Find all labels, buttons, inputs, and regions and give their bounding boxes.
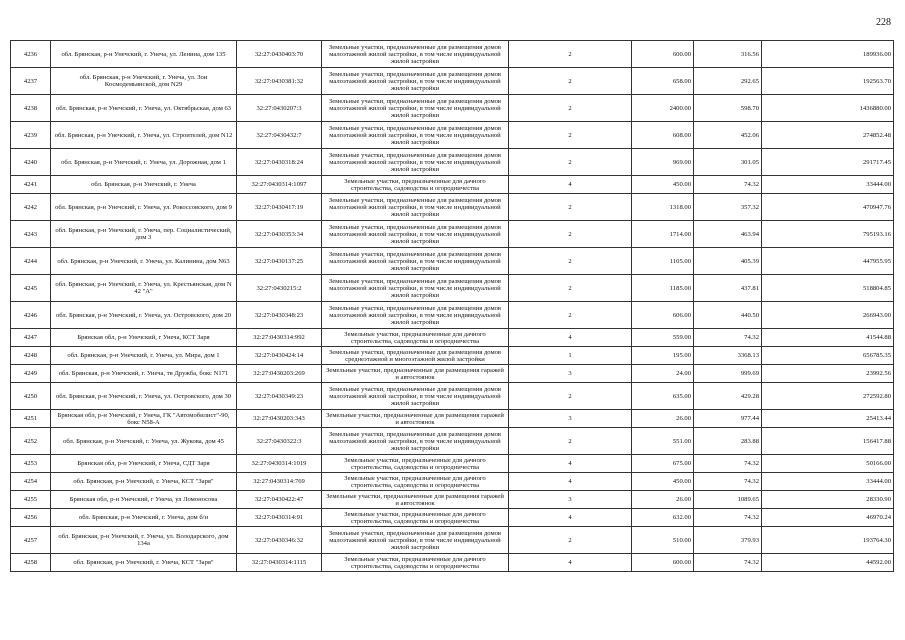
cadastral-number-cell: 32:27:0430432:7: [237, 122, 322, 149]
group-cell: 2: [509, 302, 632, 329]
group-cell: 2: [509, 68, 632, 95]
land-use-cell: Земельные участки, предназначенные для дачного строительства, садоводства и огородничества: [322, 509, 509, 527]
cadastral-value-cell: 156417.88: [762, 428, 894, 455]
land-registry-table: [10, 40, 894, 572]
area-cell: 26.00: [632, 410, 694, 428]
group-cell: 3: [509, 365, 632, 383]
group-cell: 2: [509, 122, 632, 149]
cadastral-number-cell: 32:27:0430137:25: [237, 248, 322, 275]
land-use-cell: Земельные участки, предназначенные для размещения гаражей и автостоянок: [322, 365, 509, 383]
address-cell: обл. Брянская, р-н Унечский, г. Унеча, ул. Октябрьская, дом 63: [51, 95, 237, 122]
area-cell: 606.00: [632, 302, 694, 329]
address-cell: обл. Брянская, р-н Унечский, г. Унеча, ул. Калинина, дом N63: [51, 248, 237, 275]
area-cell: 600.00: [632, 554, 694, 572]
table-row: [11, 122, 894, 149]
area-cell: 1318.00: [632, 194, 694, 221]
row-number: 4243: [11, 221, 51, 248]
cadastral-number-cell: 32:27:0430203:269: [237, 365, 322, 383]
address-cell: обл. Брянская, р-н Унечский, г. Унеча, КСТ "Заря": [51, 473, 237, 491]
specific-value-cell: 74.32: [694, 473, 762, 491]
table-row: [11, 491, 894, 509]
land-use-cell: Земельные участки, предназначенные для размещения гаражей и автостоянок: [322, 410, 509, 428]
row-number: 4241: [11, 176, 51, 194]
cadastral-value-cell: 470947.76: [762, 194, 894, 221]
cadastral-number-cell: 32:27:0430348:23: [237, 302, 322, 329]
specific-value-cell: 301.05: [694, 149, 762, 176]
table-row: [11, 248, 894, 275]
group-cell: 4: [509, 176, 632, 194]
specific-value-cell: 74.32: [694, 554, 762, 572]
specific-value-cell: 283.88: [694, 428, 762, 455]
cadastral-value-cell: 193764.30: [762, 527, 894, 554]
group-cell: 2: [509, 275, 632, 302]
group-cell: 2: [509, 428, 632, 455]
specific-value-cell: 598.70: [694, 95, 762, 122]
cadastral-number-cell: 32:27:0430417:19: [237, 194, 322, 221]
table-row: [11, 347, 894, 365]
group-cell: 4: [509, 509, 632, 527]
group-cell: 2: [509, 221, 632, 248]
row-number: 4247: [11, 329, 51, 347]
specific-value-cell: 440.50: [694, 302, 762, 329]
specific-value-cell: 74.32: [694, 455, 762, 473]
row-number: 4242: [11, 194, 51, 221]
group-cell: 2: [509, 149, 632, 176]
area-cell: 1105.00: [632, 248, 694, 275]
group-cell: 4: [509, 329, 632, 347]
cadastral-value-cell: 518804.85: [762, 275, 894, 302]
land-use-cell: Земельные участки, предназначенные для размещения домов малоэтажной жилой застройки, в том числе индивидуальной жилой застройки: [322, 41, 509, 68]
specific-value-cell: 292.65: [694, 68, 762, 95]
cadastral-number-cell: 32:27:0430314:992: [237, 329, 322, 347]
row-number: 4250: [11, 383, 51, 410]
address-cell: обл. Брянская, р-н Унечский, г. Унеча, ул. Строителей, дом N12: [51, 122, 237, 149]
specific-value-cell: 74.32: [694, 509, 762, 527]
table-row: [11, 194, 894, 221]
cadastral-number-cell: 32:27:0430346:32: [237, 527, 322, 554]
group-cell: 2: [509, 41, 632, 68]
group-cell: 4: [509, 554, 632, 572]
land-use-cell: Земельные участки, предназначенные для размещения домов малоэтажной жилой застройки, в том числе индивидуальной жилой застройки: [322, 275, 509, 302]
area-cell: 608.00: [632, 122, 694, 149]
row-number: 4252: [11, 428, 51, 455]
land-use-cell: Земельные участки, предназначенные для дачного строительства, садоводства и огородничества: [322, 329, 509, 347]
cadastral-number-cell: 32:27:0430318:24: [237, 149, 322, 176]
table-row: [11, 68, 894, 95]
group-cell: 2: [509, 248, 632, 275]
table-row: [11, 428, 894, 455]
address-cell: обл. Брянская, р-н Унечский, г. Унеча, ул. Жукова, дом 45: [51, 428, 237, 455]
row-number: 4246: [11, 302, 51, 329]
row-number: 4237: [11, 68, 51, 95]
address-cell: обл. Брянская, р-н Унечский, г. Унеча, КСТ "Заря": [51, 554, 237, 572]
specific-value-cell: 452.06: [694, 122, 762, 149]
group-cell: 2: [509, 95, 632, 122]
address-cell: Брянская обл, р-н Унечский, г Унеча, КСТ Заря: [51, 329, 237, 347]
land-use-cell: Земельные участки, предназначенные для размещения домов малоэтажной жилой застройки, в том числе индивидуальной жилой застройки: [322, 122, 509, 149]
address-cell: обл. Брянская, р-н Унечский, г. Унеча, ул. Крестьянская, дом N 42 "А": [51, 275, 237, 302]
group-cell: 1: [509, 347, 632, 365]
cadastral-number-cell: 32:27:0430314:769: [237, 473, 322, 491]
row-number: 4249: [11, 365, 51, 383]
address-cell: обл. Брянская, р-н Унечский, г. Унеча, ул. Островского, дом 20: [51, 302, 237, 329]
row-number: 4239: [11, 122, 51, 149]
row-number: 4258: [11, 554, 51, 572]
specific-value-cell: 437.81: [694, 275, 762, 302]
row-number: 4248: [11, 347, 51, 365]
cadastral-value-cell: 44592.00: [762, 554, 894, 572]
cadastral-value-cell: 1436880.00: [762, 95, 894, 122]
specific-value-cell: 405.39: [694, 248, 762, 275]
cadastral-value-cell: 266943.00: [762, 302, 894, 329]
area-cell: 675.00: [632, 455, 694, 473]
cadastral-value-cell: 50166.00: [762, 455, 894, 473]
address-cell: Брянская обл, р-н Унечский, г Унеча, ГК "Автомобилист"-90, бокс N58-А: [51, 410, 237, 428]
table-row: [11, 410, 894, 428]
cadastral-value-cell: 272592.80: [762, 383, 894, 410]
cadastral-value-cell: 33444.00: [762, 473, 894, 491]
row-number: 4238: [11, 95, 51, 122]
cadastral-number-cell: 32:27:0430314:1115: [237, 554, 322, 572]
area-cell: 635.00: [632, 383, 694, 410]
row-number: 4251: [11, 410, 51, 428]
specific-value-cell: 429.28: [694, 383, 762, 410]
table-row: [11, 365, 894, 383]
specific-value-cell: 74.32: [694, 176, 762, 194]
area-cell: 450.00: [632, 176, 694, 194]
area-cell: 2400.00: [632, 95, 694, 122]
area-cell: 1714.00: [632, 221, 694, 248]
area-cell: 559.00: [632, 329, 694, 347]
row-number: 4256: [11, 509, 51, 527]
area-cell: 450.00: [632, 473, 694, 491]
address-cell: обл. Брянская, р-н Унечский, г. Унеча: [51, 176, 237, 194]
area-cell: 600.00: [632, 41, 694, 68]
area-cell: 551.00: [632, 428, 694, 455]
row-number: 4245: [11, 275, 51, 302]
land-use-cell: Земельные участки, предназначенные для дачного строительства, садоводства и огородничества: [322, 455, 509, 473]
land-use-cell: Земельные участки, предназначенные для дачного строительства, садоводства и огородничества: [322, 473, 509, 491]
table-row: [11, 149, 894, 176]
cadastral-value-cell: 274852.48: [762, 122, 894, 149]
table-row: [11, 455, 894, 473]
cadastral-value-cell: 447955.95: [762, 248, 894, 275]
table-row: [11, 95, 894, 122]
group-cell: 2: [509, 383, 632, 410]
area-cell: 510.00: [632, 527, 694, 554]
cadastral-value-cell: 795193.16: [762, 221, 894, 248]
land-use-cell: Земельные участки, предназначенные для размещения домов малоэтажной жилой застройки, в том числе индивидуальной жилой застройки: [322, 149, 509, 176]
table-row: [11, 527, 894, 554]
table-row: [11, 554, 894, 572]
table-row: [11, 329, 894, 347]
specific-value-cell: 316.56: [694, 41, 762, 68]
table-row: [11, 176, 894, 194]
cadastral-number-cell: 32:27:0430349:23: [237, 383, 322, 410]
cadastral-number-cell: 32:27:0430403:70: [237, 41, 322, 68]
cadastral-number-cell: 32:27:0430314:1019: [237, 455, 322, 473]
address-cell: обл. Брянская, р-н Унечский, г. Унеча, пер. Социалистический, дом 3: [51, 221, 237, 248]
address-cell: обл. Брянская, р-н Унечский, г. Унеча, тв Дружба, бокс N171: [51, 365, 237, 383]
land-use-cell: Земельные участки, предназначенные для размещения домов малоэтажной жилой застройки, в том числе индивидуальной жилой застройки: [322, 221, 509, 248]
cadastral-number-cell: 32:27:0430381:32: [237, 68, 322, 95]
table-row: [11, 41, 894, 68]
address-cell: обл. Брянская, р-н Унечский, г. Унеча, ул. Ленина, дом 135: [51, 41, 237, 68]
land-use-cell: Земельные участки, предназначенные для размещения домов малоэтажной жилой застройки, в том числе индивидуальной жилой застройки: [322, 302, 509, 329]
land-use-cell: Земельные участки, предназначенные для размещения домов малоэтажной жилой застройки, в том числе индивидуальной жилой застройки: [322, 383, 509, 410]
address-cell: обл. Брянская, р-н Унечский, г. Унеча, ул. Островского, дом 30: [51, 383, 237, 410]
address-cell: обл. Брянская, р-н Унечский, г. Унеча, ул. Володарского, дом 134а: [51, 527, 237, 554]
cadastral-number-cell: 32:27:0430215:2: [237, 275, 322, 302]
cadastral-number-cell: 32:27:0430314:91: [237, 509, 322, 527]
address-cell: обл. Брянская, р-н Унечский, г. Унеча, дом б/н: [51, 509, 237, 527]
cadastral-number-cell: 32:27:0430203:343: [237, 410, 322, 428]
land-use-cell: Земельные участки, предназначенные для размещения домов малоэтажной жилой застройки, в том числе индивидуальной жилой застройки: [322, 95, 509, 122]
cadastral-value-cell: 41544.88: [762, 329, 894, 347]
row-number: 4257: [11, 527, 51, 554]
address-cell: Брянская обл, р-н Унечский, г Унеча, СДТ Заря: [51, 455, 237, 473]
cadastral-number-cell: 32:27:0430422:47: [237, 491, 322, 509]
group-cell: 3: [509, 491, 632, 509]
area-cell: 969.00: [632, 149, 694, 176]
land-use-cell: Земельные участки, предназначенные для размещения домов малоэтажной жилой застройки, в том числе индивидуальной жилой застройки: [322, 428, 509, 455]
land-use-cell: Земельные участки, предназначенные для размещения домов малоэтажной жилой застройки, в том числе индивидуальной жилой застройки: [322, 248, 509, 275]
land-use-cell: Земельные участки, предназначенные для дачного строительства, садоводства и огородничества: [322, 554, 509, 572]
cadastral-value-cell: 192563.70: [762, 68, 894, 95]
cadastral-number-cell: 32:27:0430314:1097: [237, 176, 322, 194]
cadastral-value-cell: 189936.00: [762, 41, 894, 68]
cadastral-value-cell: 25413.44: [762, 410, 894, 428]
cadastral-value-cell: 23992.56: [762, 365, 894, 383]
table-row: [11, 383, 894, 410]
row-number: 4253: [11, 455, 51, 473]
area-cell: 632.00: [632, 509, 694, 527]
page-number: 228: [876, 17, 891, 28]
table-row: [11, 509, 894, 527]
row-number: 4254: [11, 473, 51, 491]
table-row: [11, 275, 894, 302]
specific-value-cell: 999.69: [694, 365, 762, 383]
address-cell: обл. Брянская, р-н Унечский, г. Унеча, ул. Зои Космодемьянской, дом N29: [51, 68, 237, 95]
address-cell: Брянская обл, р-н Унечский, г Унеча, ул Ломоносова: [51, 491, 237, 509]
cadastral-value-cell: 291717.45: [762, 149, 894, 176]
cadastral-value-cell: 46970.24: [762, 509, 894, 527]
cadastral-value-cell: 656785.35: [762, 347, 894, 365]
land-use-cell: Земельные участки, предназначенные для размещения домов малоэтажной жилой застройки, в том числе индивидуальной жилой застройки: [322, 68, 509, 95]
area-cell: 1185.00: [632, 275, 694, 302]
specific-value-cell: 357.32: [694, 194, 762, 221]
group-cell: 4: [509, 455, 632, 473]
row-number: 4236: [11, 41, 51, 68]
land-use-cell: Земельные участки, предназначенные для размещения домов среднеэтажной и многоэтажной жилой застройки: [322, 347, 509, 365]
land-use-cell: Земельные участки, предназначенные для размещения домов малоэтажной жилой застройки, в том числе индивидуальной жилой застройки: [322, 527, 509, 554]
area-cell: 658.00: [632, 68, 694, 95]
group-cell: 2: [509, 194, 632, 221]
land-use-cell: Земельные участки, предназначенные для размещения гаражей и автостоянок: [322, 491, 509, 509]
group-cell: 4: [509, 473, 632, 491]
table-row: [11, 221, 894, 248]
cadastral-number-cell: 32:27:0430207:3: [237, 95, 322, 122]
table-row: [11, 302, 894, 329]
specific-value-cell: 1089.65: [694, 491, 762, 509]
row-number: 4240: [11, 149, 51, 176]
cadastral-value-cell: 33444.00: [762, 176, 894, 194]
area-cell: 26.00: [632, 491, 694, 509]
specific-value-cell: 3368.13: [694, 347, 762, 365]
group-cell: 2: [509, 527, 632, 554]
address-cell: обл. Брянская, р-н Унечский, г. Унеча, ул. Рокоссовского, дом 9: [51, 194, 237, 221]
cadastral-number-cell: 32:27:0430353:34: [237, 221, 322, 248]
table-row: [11, 473, 894, 491]
area-cell: 24.00: [632, 365, 694, 383]
address-cell: обл. Брянская, р-н Унечский, г. Унеча, ул. Дорожная, дом 1: [51, 149, 237, 176]
row-number: 4244: [11, 248, 51, 275]
land-use-cell: Земельные участки, предназначенные для дачного строительства, садоводства и огородничества: [322, 176, 509, 194]
specific-value-cell: 379.93: [694, 527, 762, 554]
cadastral-value-cell: 28330.90: [762, 491, 894, 509]
area-cell: 195.00: [632, 347, 694, 365]
specific-value-cell: 977.44: [694, 410, 762, 428]
cadastral-number-cell: 32:27:0430424:14: [237, 347, 322, 365]
specific-value-cell: 463.94: [694, 221, 762, 248]
cadastral-number-cell: 32:27:0430322:3: [237, 428, 322, 455]
specific-value-cell: 74.32: [694, 329, 762, 347]
row-number: 4255: [11, 491, 51, 509]
address-cell: обл. Брянская, р-н Унечский, г. Унеча, ул. Мира, дом 1: [51, 347, 237, 365]
group-cell: 3: [509, 410, 632, 428]
land-use-cell: Земельные участки, предназначенные для размещения домов малоэтажной жилой застройки, в том числе индивидуальной жилой застройки: [322, 194, 509, 221]
